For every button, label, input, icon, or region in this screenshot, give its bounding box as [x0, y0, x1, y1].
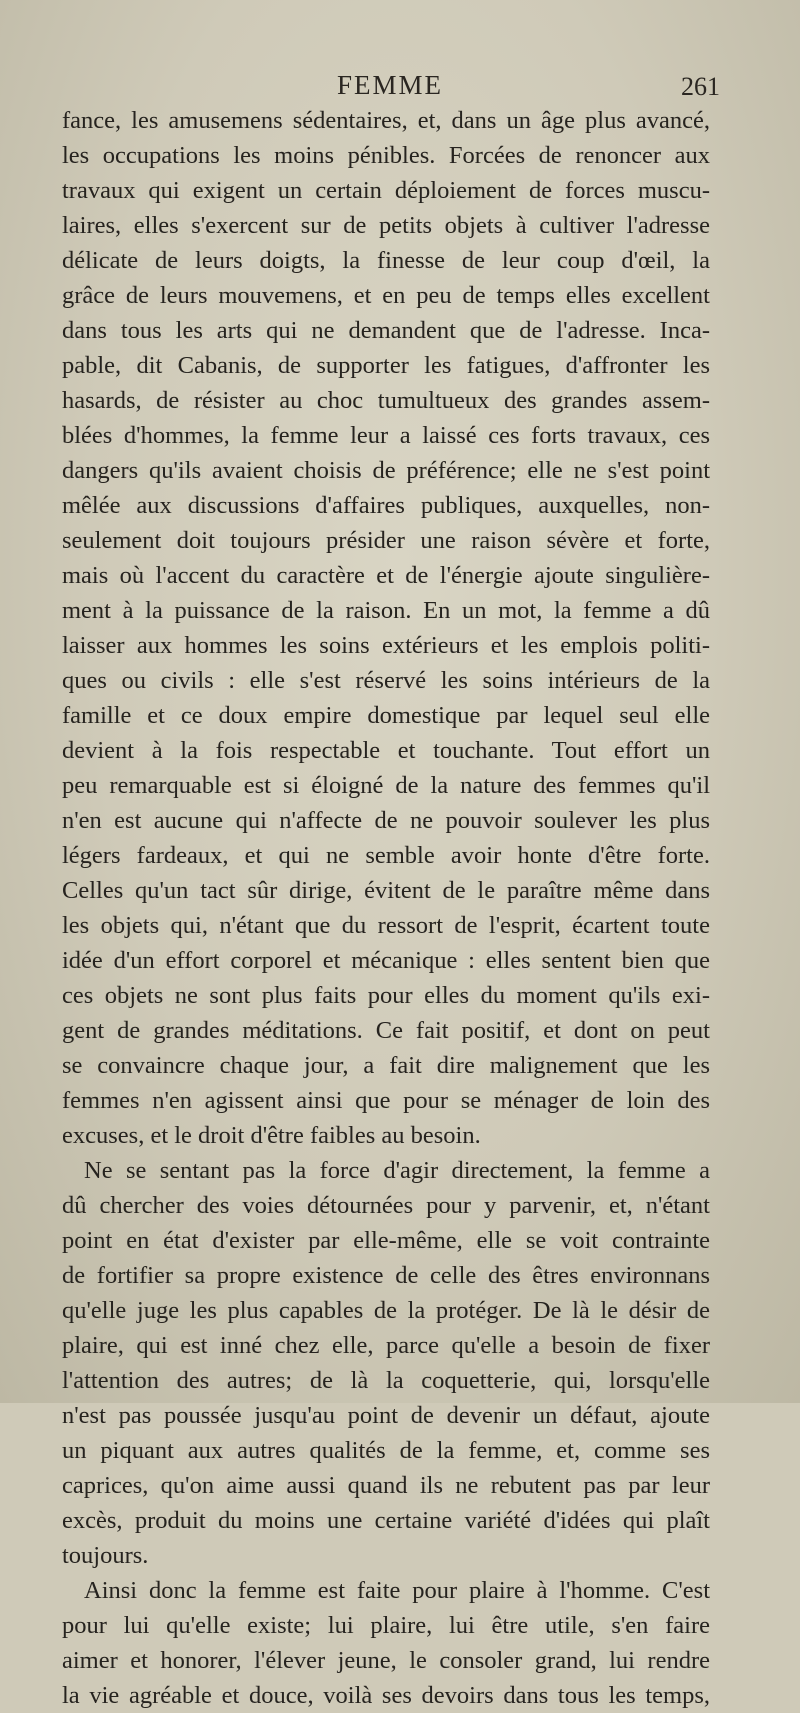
text-line: légers fardeaux, et qui ne semble avoir honte d'être forte.: [62, 842, 710, 869]
text-line: idée d'un effort corporel et mécanique : elles sentent bien que: [62, 947, 710, 974]
text-line: les objets qui, n'étant que du ressort de l'esprit, écartent toute: [62, 912, 710, 939]
text-line: pable, dit Cabanis, de supporter les fatigues, d'affronter les: [62, 352, 710, 379]
paragraph-start-line: Ainsi donc la femme est faite pour plaire à l'homme. C'est: [84, 1577, 710, 1604]
text-line: devient à la fois respectable et touchante. Tout effort un: [62, 737, 710, 764]
text-line: l'attention des autres; de là la coquetterie, qui, lorsqu'elle: [62, 1367, 710, 1394]
text-line: famille et ce doux empire domestique par lequel seul elle: [62, 702, 710, 729]
text-line: n'en est aucune qui n'affecte de ne pouvoir soulever les plus: [62, 807, 710, 834]
running-head: FEMME: [336, 70, 444, 100]
text-line: pour lui qu'elle existe; lui plaire, lui être utile, s'en faire: [62, 1612, 710, 1639]
text-line: mêlée aux discussions d'affaires publiques, auxquelles, non-: [62, 492, 710, 519]
text-line: gent de grandes méditations. Ce fait positif, et dont on peut: [62, 1017, 710, 1044]
text-line: seulement doit toujours présider une raison sévère et forte,: [62, 527, 710, 554]
text-line: plaire, qui est inné chez elle, parce qu'elle a besoin de fixer: [62, 1332, 710, 1359]
text-line: se convaincre chaque jour, a fait dire malignement que les: [62, 1052, 710, 1079]
text-line: peu remarquable est si éloigné de la nature des femmes qu'il: [62, 772, 710, 799]
text-line: femmes n'en agissent ainsi que pour se ménager de loin des: [62, 1087, 710, 1114]
text-line: aimer et honorer, l'élever jeune, le consoler grand, lui rendre: [62, 1647, 710, 1674]
text-line: excès, produit du moins une certaine variété d'idées qui plaît: [62, 1507, 710, 1534]
text-line: Celles qu'un tact sûr dirige, évitent de le paraître même dans: [62, 877, 710, 904]
text-line: délicate de leurs doigts, la finesse de leur coup d'œil, la: [62, 247, 710, 274]
page-number: 261: [681, 72, 720, 101]
text-line: un piquant aux autres qualités de la femme, et, comme ses: [62, 1437, 710, 1464]
text-line: point en état d'exister par elle-même, elle se voit contrainte: [62, 1227, 710, 1254]
text-line: mais où l'accent du caractère et de l'énergie ajoute singulière-: [62, 562, 710, 589]
text-line: ment à la puissance de la raison. En un mot, la femme a dû: [62, 597, 710, 624]
text-line: caprices, qu'on aime aussi quand ils ne rebutent pas par leur: [62, 1472, 710, 1499]
text-line: laires, elles s'exercent sur de petits objets à cultiver l'adresse: [62, 212, 710, 239]
body-text: [62, 103, 710, 1713]
text-line: les occupations les moins pénibles. Forcées de renoncer aux: [62, 142, 710, 169]
text-line: dangers qu'ils avaient choisis de préférence; elle ne s'est point: [62, 457, 710, 484]
text-line: laisser aux hommes les soins extérieurs et les emplois politi-: [62, 632, 710, 659]
paragraph-end-line: excuses, et le droit d'être faibles au besoin.: [62, 1122, 481, 1149]
paragraph-start-line: Ne se sentant pas la force d'agir directement, la femme a: [84, 1157, 710, 1184]
text-line: n'est pas poussée jusqu'au point de devenir un défaut, ajoute: [62, 1402, 710, 1429]
text-line: grâce de leurs mouvemens, et en peu de temps elles excellent: [62, 282, 710, 309]
text-line: hasards, de résister au choc tumultueux des grandes assem-: [62, 387, 710, 414]
text-line: blées d'hommes, la femme leur a laissé ces forts travaux, ces: [62, 422, 710, 449]
text-line: dans tous les arts qui ne demandent que de l'adresse. Inca-: [62, 317, 710, 344]
text-line: travaux qui exigent un certain déploiement de forces muscu-: [62, 177, 710, 204]
text-line: la vie agréable et douce, voilà ses devoirs dans tous les temps,: [62, 1682, 710, 1709]
text-line: de fortifier sa propre existence de celle des êtres environnans: [62, 1262, 710, 1289]
text-line: ces objets ne sont plus faits pour elles du moment qu'ils exi-: [62, 982, 710, 1009]
text-line: qu'elle juge les plus capables de la protéger. De là le désir de: [62, 1297, 710, 1324]
paragraph-end-line: toujours.: [62, 1542, 149, 1569]
text-line: fance, les amusemens sédentaires, et, dans un âge plus avancé,: [62, 107, 710, 134]
text-line: ques ou civils : elle s'est réservé les soins intérieurs de la: [62, 667, 710, 694]
text-line: dû chercher des voies détournées pour y parvenir, et, n'étant: [62, 1192, 710, 1219]
